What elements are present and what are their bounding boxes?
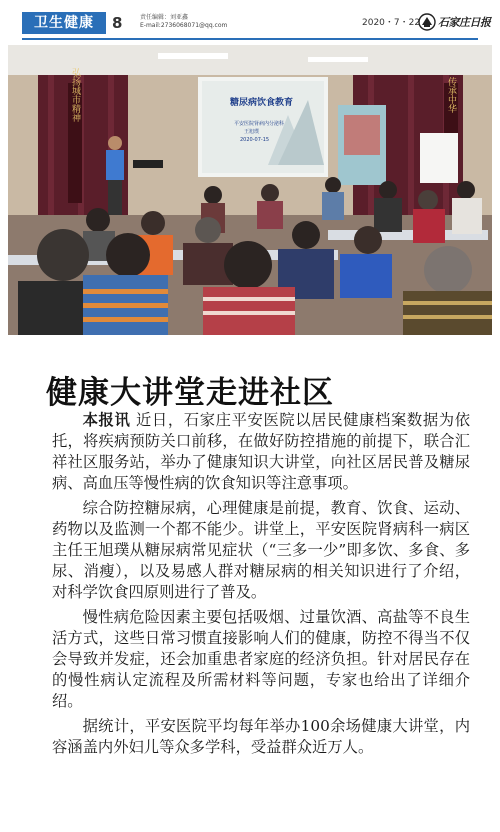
issue-date: 2020・7・22 (362, 18, 421, 28)
masthead-name: 石家庄日报 (438, 16, 491, 29)
page-header (0, 0, 500, 44)
newspaper-logo-icon (418, 13, 436, 31)
slide-presenter: 王旭璞 (244, 129, 260, 135)
page-number: 8 (112, 14, 123, 32)
article-paragraph: 慢性病危险因素主要包括吸烟、过量饮酒、高盐等不良生活方式，这些日常习惯直接影响人们的健康，防控不得当不仅会导致并发症，还会加重患者家庭的经济负担。针对居民存在的慢性病认定流程及所需材料等问题，专家也给出了详细介绍。 (52, 608, 470, 710)
masthead (418, 12, 491, 32)
section-title: 卫生健康 (22, 12, 106, 34)
article-photo (8, 45, 492, 335)
slide-dept: 平安医院肾病内分泌科 (234, 121, 285, 127)
slide-title: 糖尿病饮食教育 (230, 98, 294, 108)
header-rule (22, 38, 478, 40)
lecture-scene (8, 45, 492, 335)
paragraph-text: 近日，石家庄平安医院以居民健康档案数据为依托，将疾病预防关口前移，在做好防控措施的前提下，联合汇祥社区服务站，举办了健康知识大讲堂，向社区居民普及糖尿病、高血压等慢性病的饮食知识等注意事项。 (52, 411, 470, 492)
slide-date: 2020-07-15 (240, 137, 270, 143)
article-body (52, 410, 470, 762)
article-paragraph (52, 410, 470, 494)
editor-info (140, 14, 227, 30)
article-byline: 本报讯 (82, 411, 131, 429)
article-paragraph: 据统计，平安医院平均每年举办100余场健康大讲堂，内容涵盖内外妇儿等众多学科，受益群众近万人。 (52, 717, 470, 756)
article-paragraph: 综合防控糖尿病，心理健康是前提，教育、饮食、运动、药物以及监测一个都不能少。讲堂上，平安医院肾病科一病区主任王旭璞从糖尿病常见症状（“三多一少”即多饮、多食、多尿、消瘦），以及易感人群对糖尿病的相关知识进行了介绍，对科学饮食四原则进行了普及。 (52, 499, 470, 601)
banner-right-text: 传承中华 (446, 77, 456, 113)
editor-line: 责任编辑：刘亚鑫 (140, 14, 189, 21)
banner-left-text: 弘扬城市精神 (70, 68, 80, 122)
email-line: E-mail:2736068071@qq.com (140, 22, 228, 29)
article-headline: 健康大讲堂走进社区 (46, 374, 334, 411)
